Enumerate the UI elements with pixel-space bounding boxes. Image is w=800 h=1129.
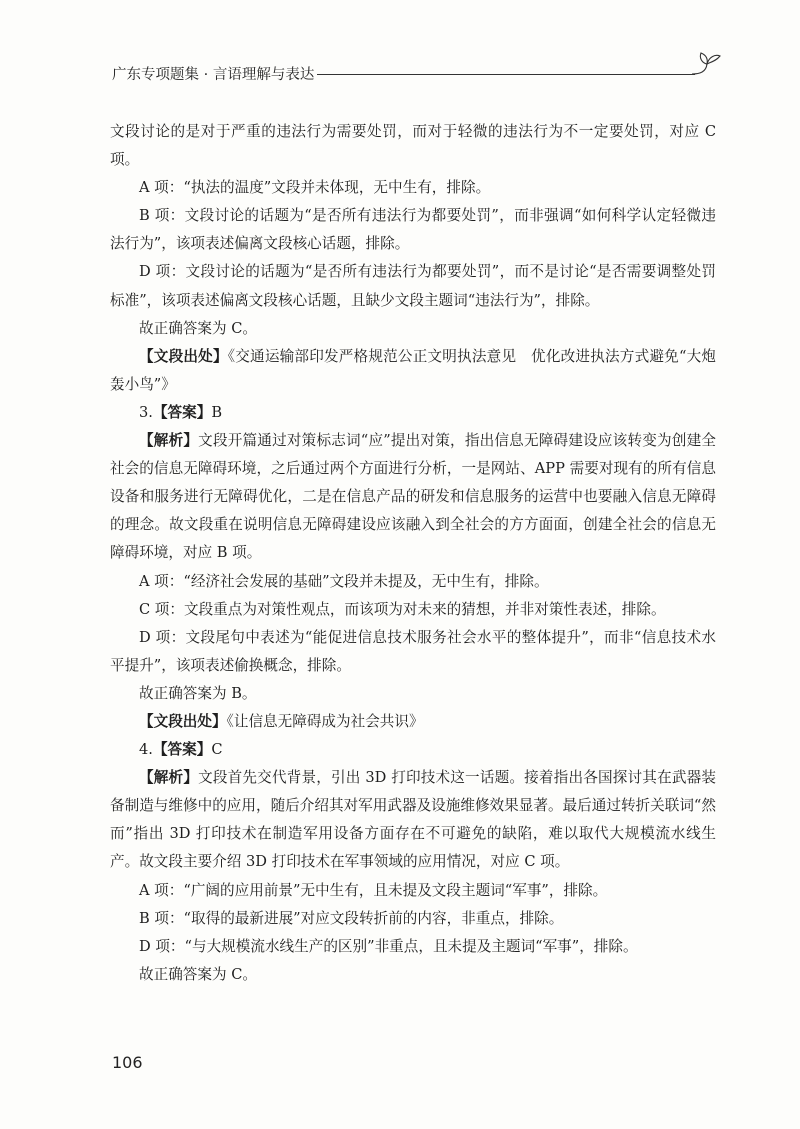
paragraph-text: A 项：“经济社会发展的基础”文段并未提及，无中生有，排除。 [139,572,549,590]
page-number: 106 [112,1053,143,1072]
paragraph [110,877,716,905]
paragraph [110,118,716,174]
paragraph-text: 故正确答案为 C。 [139,965,257,983]
paragraph [110,596,716,624]
paragraph-text: 故正确答案为 B。 [139,684,257,702]
header-title: 广东专项题集 · 言语理解与表达 [112,67,315,83]
source-paragraph [110,708,716,736]
paragraph-text: B 项：“取得的最新进展”对应文段转折前的内容，非重点，排除。 [139,909,564,927]
paragraph [110,202,716,258]
paragraph-text: A 项：“广阔的应用前景”无中生有，且未提及文段主题词“军事”，排除。 [139,881,608,899]
analysis-text: 文段首先交代背景，引出 3D 打印技术这一话题。接着指出各国探讨其在武器装备制造与维修中的应用，随后介绍其对军用武器及设施维修效果显著。最后通过转折关联词“然而”指出 3D 打印技术在制造军用设备方面存在不可避免的缺陷，难以取代大规模流水线生产。故文段主要介绍 3D 打印技术在军事领域的应用情况，对应 C 项。 [110,769,716,871]
analysis-label: 【解析】 [139,769,199,787]
paragraph-text: 故正确答案为 C。 [139,319,257,337]
source-text: 《让信息无障碍成为社会共识》 [226,712,424,730]
running-header [112,60,722,90]
answer-value: B [211,403,223,421]
analysis-paragraph [110,427,716,567]
paragraph [110,315,716,343]
paragraph-text: 文段讨论的是对于严重的违法行为需要处罚，而对于轻微的违法行为不一定要处罚，对应 C 项。 [110,123,716,169]
question-number: 3. [139,403,153,421]
header-rule [317,74,695,75]
paragraph [110,933,716,961]
answer-line [110,736,716,764]
paragraph [110,905,716,933]
paragraph-text: B 项：文段讨论的话题为“是否所有违法行为都要处罚”，而非强调“如何科学认定轻微违法行为”，该项表述偏离文段核心话题，排除。 [110,207,716,253]
paragraph-text: D 项：文段讨论的话题为“是否所有违法行为都要处罚”，而不是讨论“是否需要调整处罚标准”，该项表述偏离文段核心话题，且缺少文段主题词“违法行为”，排除。 [110,263,716,309]
answer-line [110,399,716,427]
source-text: 《交通运输部印发严格规范公正文明执法意见 优化改进执法方式避免“大炮轰小鸟”》 [110,347,716,393]
paragraph-text: D 项：文段尾句中表述为“能促进信息技术服务社会水平的整体提升”，而非“信息技术水平提升”，该项表述偷换概念，排除。 [110,628,716,674]
paragraph [110,258,716,314]
analysis-text: 文段开篇通过对策标志词“应”提出对策，指出信息无障碍建设应该转变为创建全社会的信息无障碍环境，之后通过两个方面进行分析，一是网站、APP 需要对现有的所有信息设备和服务进行无障碍优化，二是在信息产品的研发和信息服务的运营中也要融入信息无障碍的理念。故文段重在说明信息无障碍建设应该融入到全社会的方方面面，创建全社会的信息无障碍环境，对应 B 项。 [110,432,716,562]
answer-label: 【答案】 [152,741,212,759]
paragraph-text: C 项：文段重点为对策性观点，而该项为对未来的猜想，并非对策性表述，排除。 [139,600,666,618]
paragraph [110,624,716,680]
paragraph [110,174,716,202]
question-number: 4. [139,741,153,759]
answer-value: C [211,741,223,759]
paragraph [110,961,716,989]
paragraph-text: D 项：“与大规模流水线生产的区别”非重点，且未提及主题词“军事”，排除。 [139,937,638,955]
analysis-label: 【解析】 [139,432,199,450]
source-label: 【文段出处】 [139,347,228,365]
analysis-paragraph [110,764,716,876]
source-paragraph [110,343,716,399]
source-label: 【文段出处】 [139,712,227,730]
paragraph [110,680,716,708]
answer-explanations [110,118,716,989]
paragraph-text: A 项：“执法的温度”文段并未体现，无中生有，排除。 [139,179,491,197]
leaf-sprout-icon [690,46,724,80]
paragraph [110,568,716,596]
answer-label: 【答案】 [152,403,212,421]
